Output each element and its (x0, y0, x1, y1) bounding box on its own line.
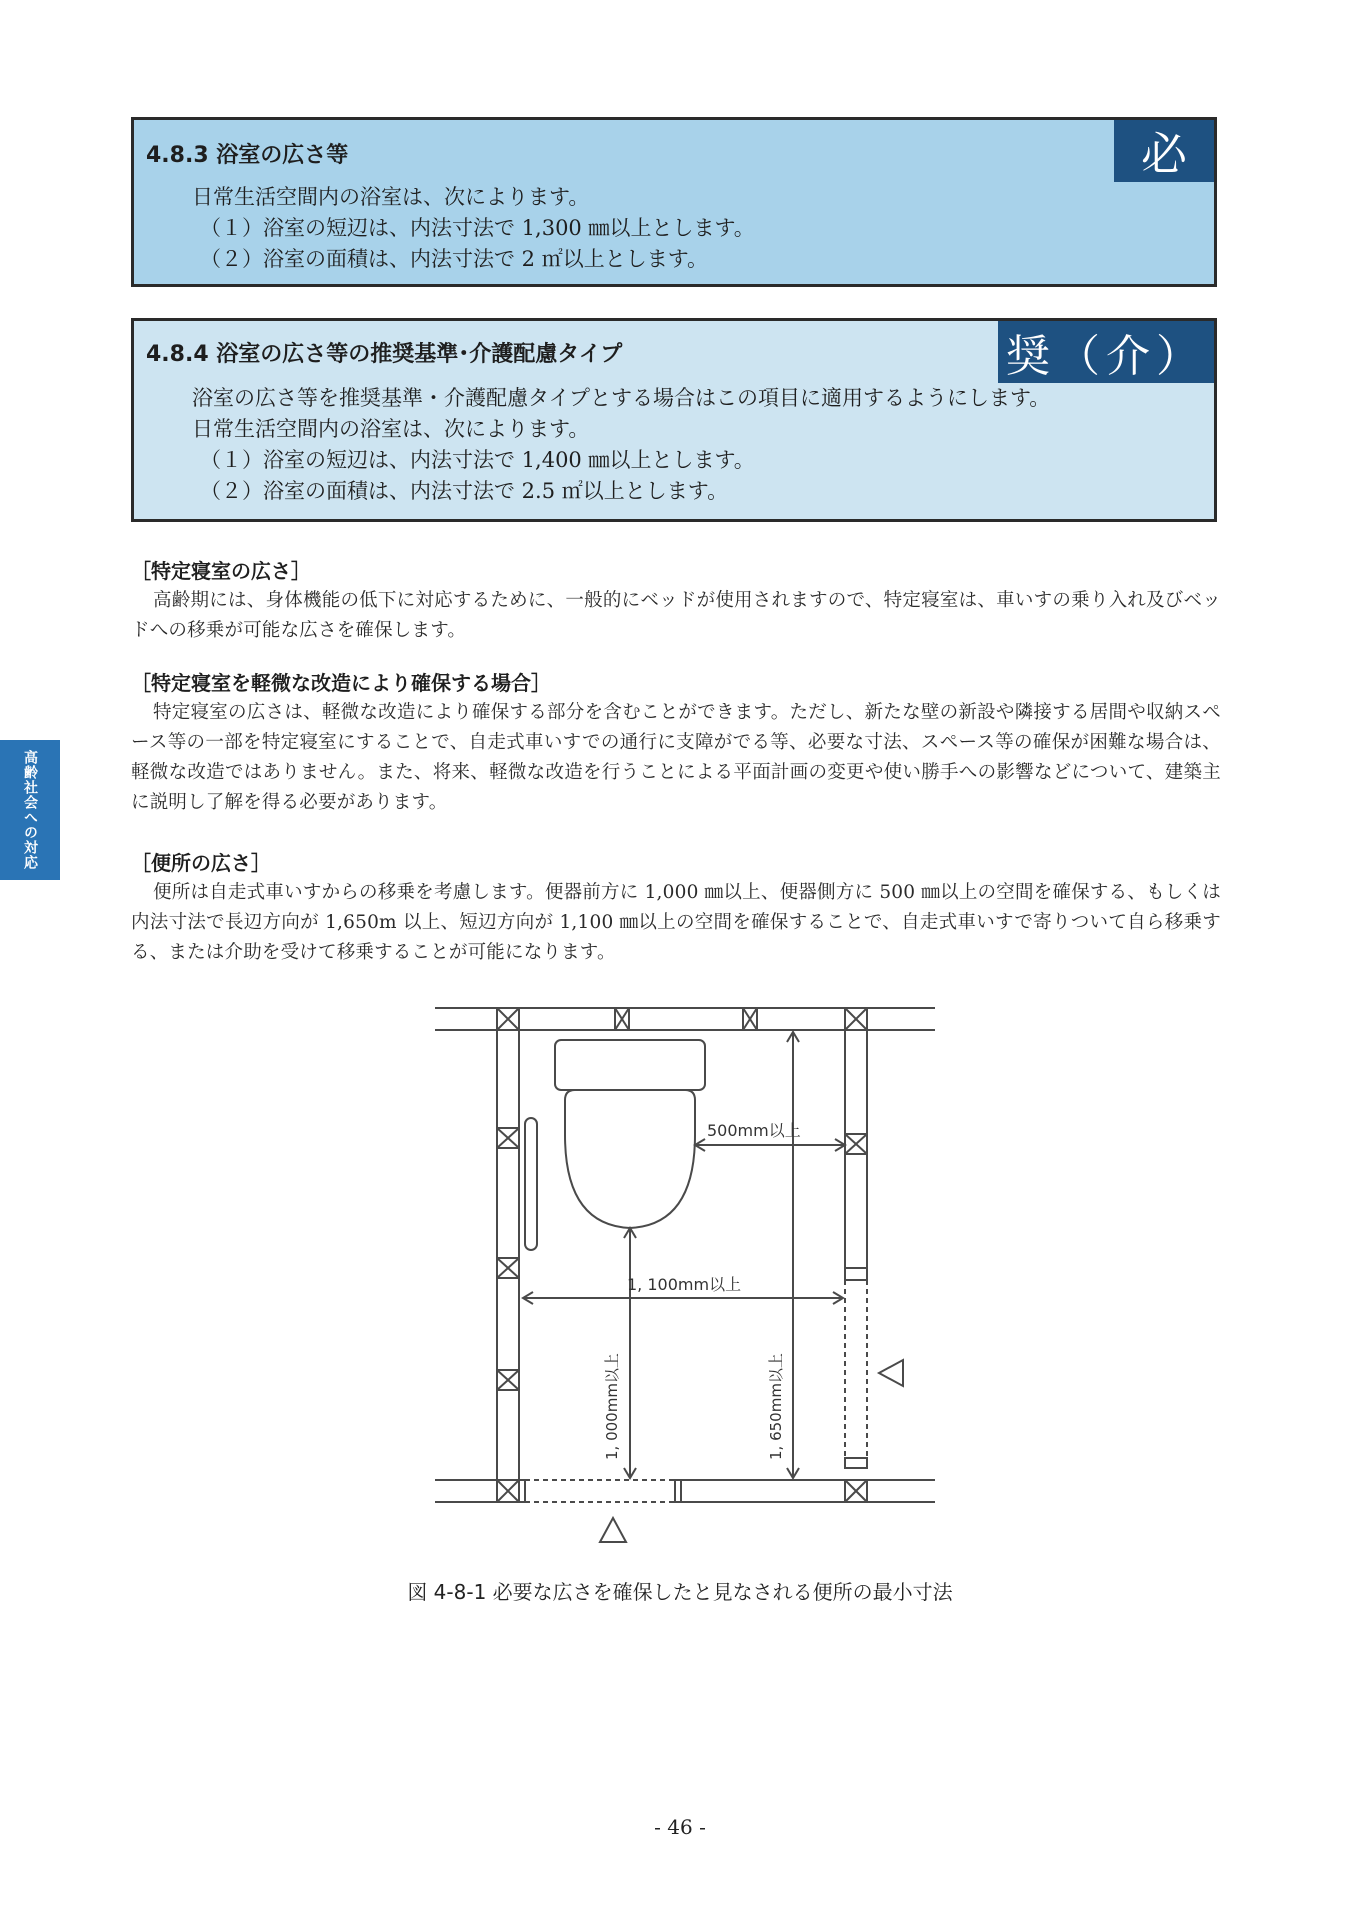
toilet-floor-plan-figure (425, 1000, 945, 1560)
requirement-line: （２）浴室の面積は、内法寸法で 2.5 ㎡以上とします。 (200, 479, 729, 503)
right-door-jamb (845, 1458, 867, 1468)
chapter-side-tab (0, 740, 60, 880)
requirement-line: （１）浴室の短辺は、内法寸法で 1,300 ㎜以上とします。 (200, 216, 755, 240)
requirement-box-4-8-4 (131, 318, 1217, 522)
side-tab-label: 高齢社会への対応 (22, 750, 38, 870)
requirement-text (192, 182, 755, 275)
requirement-box-4-8-3 (131, 117, 1217, 287)
section-title: 4.8.3 浴室の広さ等 (146, 143, 349, 168)
entrance-marker-right (879, 1360, 903, 1386)
required-badge: 必 (1114, 120, 1214, 182)
bottom-door-jamb (519, 1480, 525, 1502)
figure-caption: 図 4-8-1 必要な広さを確保したと見なされる便所の最小寸法 (407, 1580, 953, 1604)
dim-front-label: 1, 000mm以上 (603, 1353, 621, 1460)
section-title: 4.8.4 浴室の広さ等の推奨基準･介護配慮タイプ (146, 342, 623, 367)
section-heading: ［特定寝室の広さ］ (131, 559, 311, 583)
requirement-text (192, 383, 1050, 507)
section-bedroom-size (131, 556, 1221, 646)
section-toilet-size (131, 848, 1221, 968)
bottom-door-jamb (675, 1480, 681, 1502)
section-body: 便所は自走式車いすからの移乗を考慮します。便器前方に 1,000 ㎜以上、便器側方に 500 ㎜以上の空間を確保する、もしくは内法寸法で長辺方向が 1,650m 以上、短辺方向が 1,100 ㎜以上の空間を確保することで、自走式車いすで寄りついて自ら移乗する、または介助を受けて移乗することが可能になります。 (131, 882, 1221, 963)
dim-length-label: 1, 650mm以上 (767, 1353, 785, 1460)
section-body: 特定寝室の広さは、軽微な改造により確保する部分を含むことができます。ただし、新たな壁の新設や隣接する居間や収納スペース等の一部を特定寝室にすることで、自走式車いすでの通行に支障がでる等、必要な寸法、スペース等の確保が困難な場合は、軽微な改造ではありません。また、将来、軽微な改造を行うことによる平面計画の変更や使い勝手への影響などについて、建築主に説明し了解を得る必要があります。 (131, 702, 1221, 813)
section-heading: ［便所の広さ］ (131, 851, 271, 875)
page-number: - 46 - (654, 1815, 706, 1839)
dim-side-label: 500mm以上 (707, 1121, 801, 1140)
section-bedroom-modification (131, 668, 1221, 818)
grab-bar (525, 1118, 537, 1250)
toilet-tank (555, 1040, 705, 1090)
requirement-line: （２）浴室の面積は、内法寸法で 2 ㎡以上とします。 (200, 247, 709, 271)
recommended-badge: 奨（介） (998, 321, 1214, 383)
right-wall-post (845, 1268, 867, 1280)
section-heading: ［特定寝室を軽微な改造により確保する場合］ (131, 671, 551, 695)
entrance-marker-bottom (600, 1518, 626, 1542)
requirement-line: 浴室の広さ等を推奨基準・介護配慮タイプとする場合はこの項目に適用するようにします。 (192, 386, 1051, 410)
dim-width-label: 1, 100mm以上 (627, 1275, 742, 1294)
requirement-line: 日常生活空間内の浴室は、次によります。 (192, 185, 590, 209)
requirement-line: 日常生活空間内の浴室は、次によります。 (192, 417, 590, 441)
toilet-bowl (565, 1090, 695, 1228)
section-body: 高齢期には、身体機能の低下に対応するために、一般的にベッドが使用されますので、特定寝室は、車いすの乗り入れ及びベッドへの移乗が可能な広さを確保します。 (131, 590, 1221, 641)
requirement-line: （１）浴室の短辺は、内法寸法で 1,400 ㎜以上とします。 (200, 448, 755, 472)
